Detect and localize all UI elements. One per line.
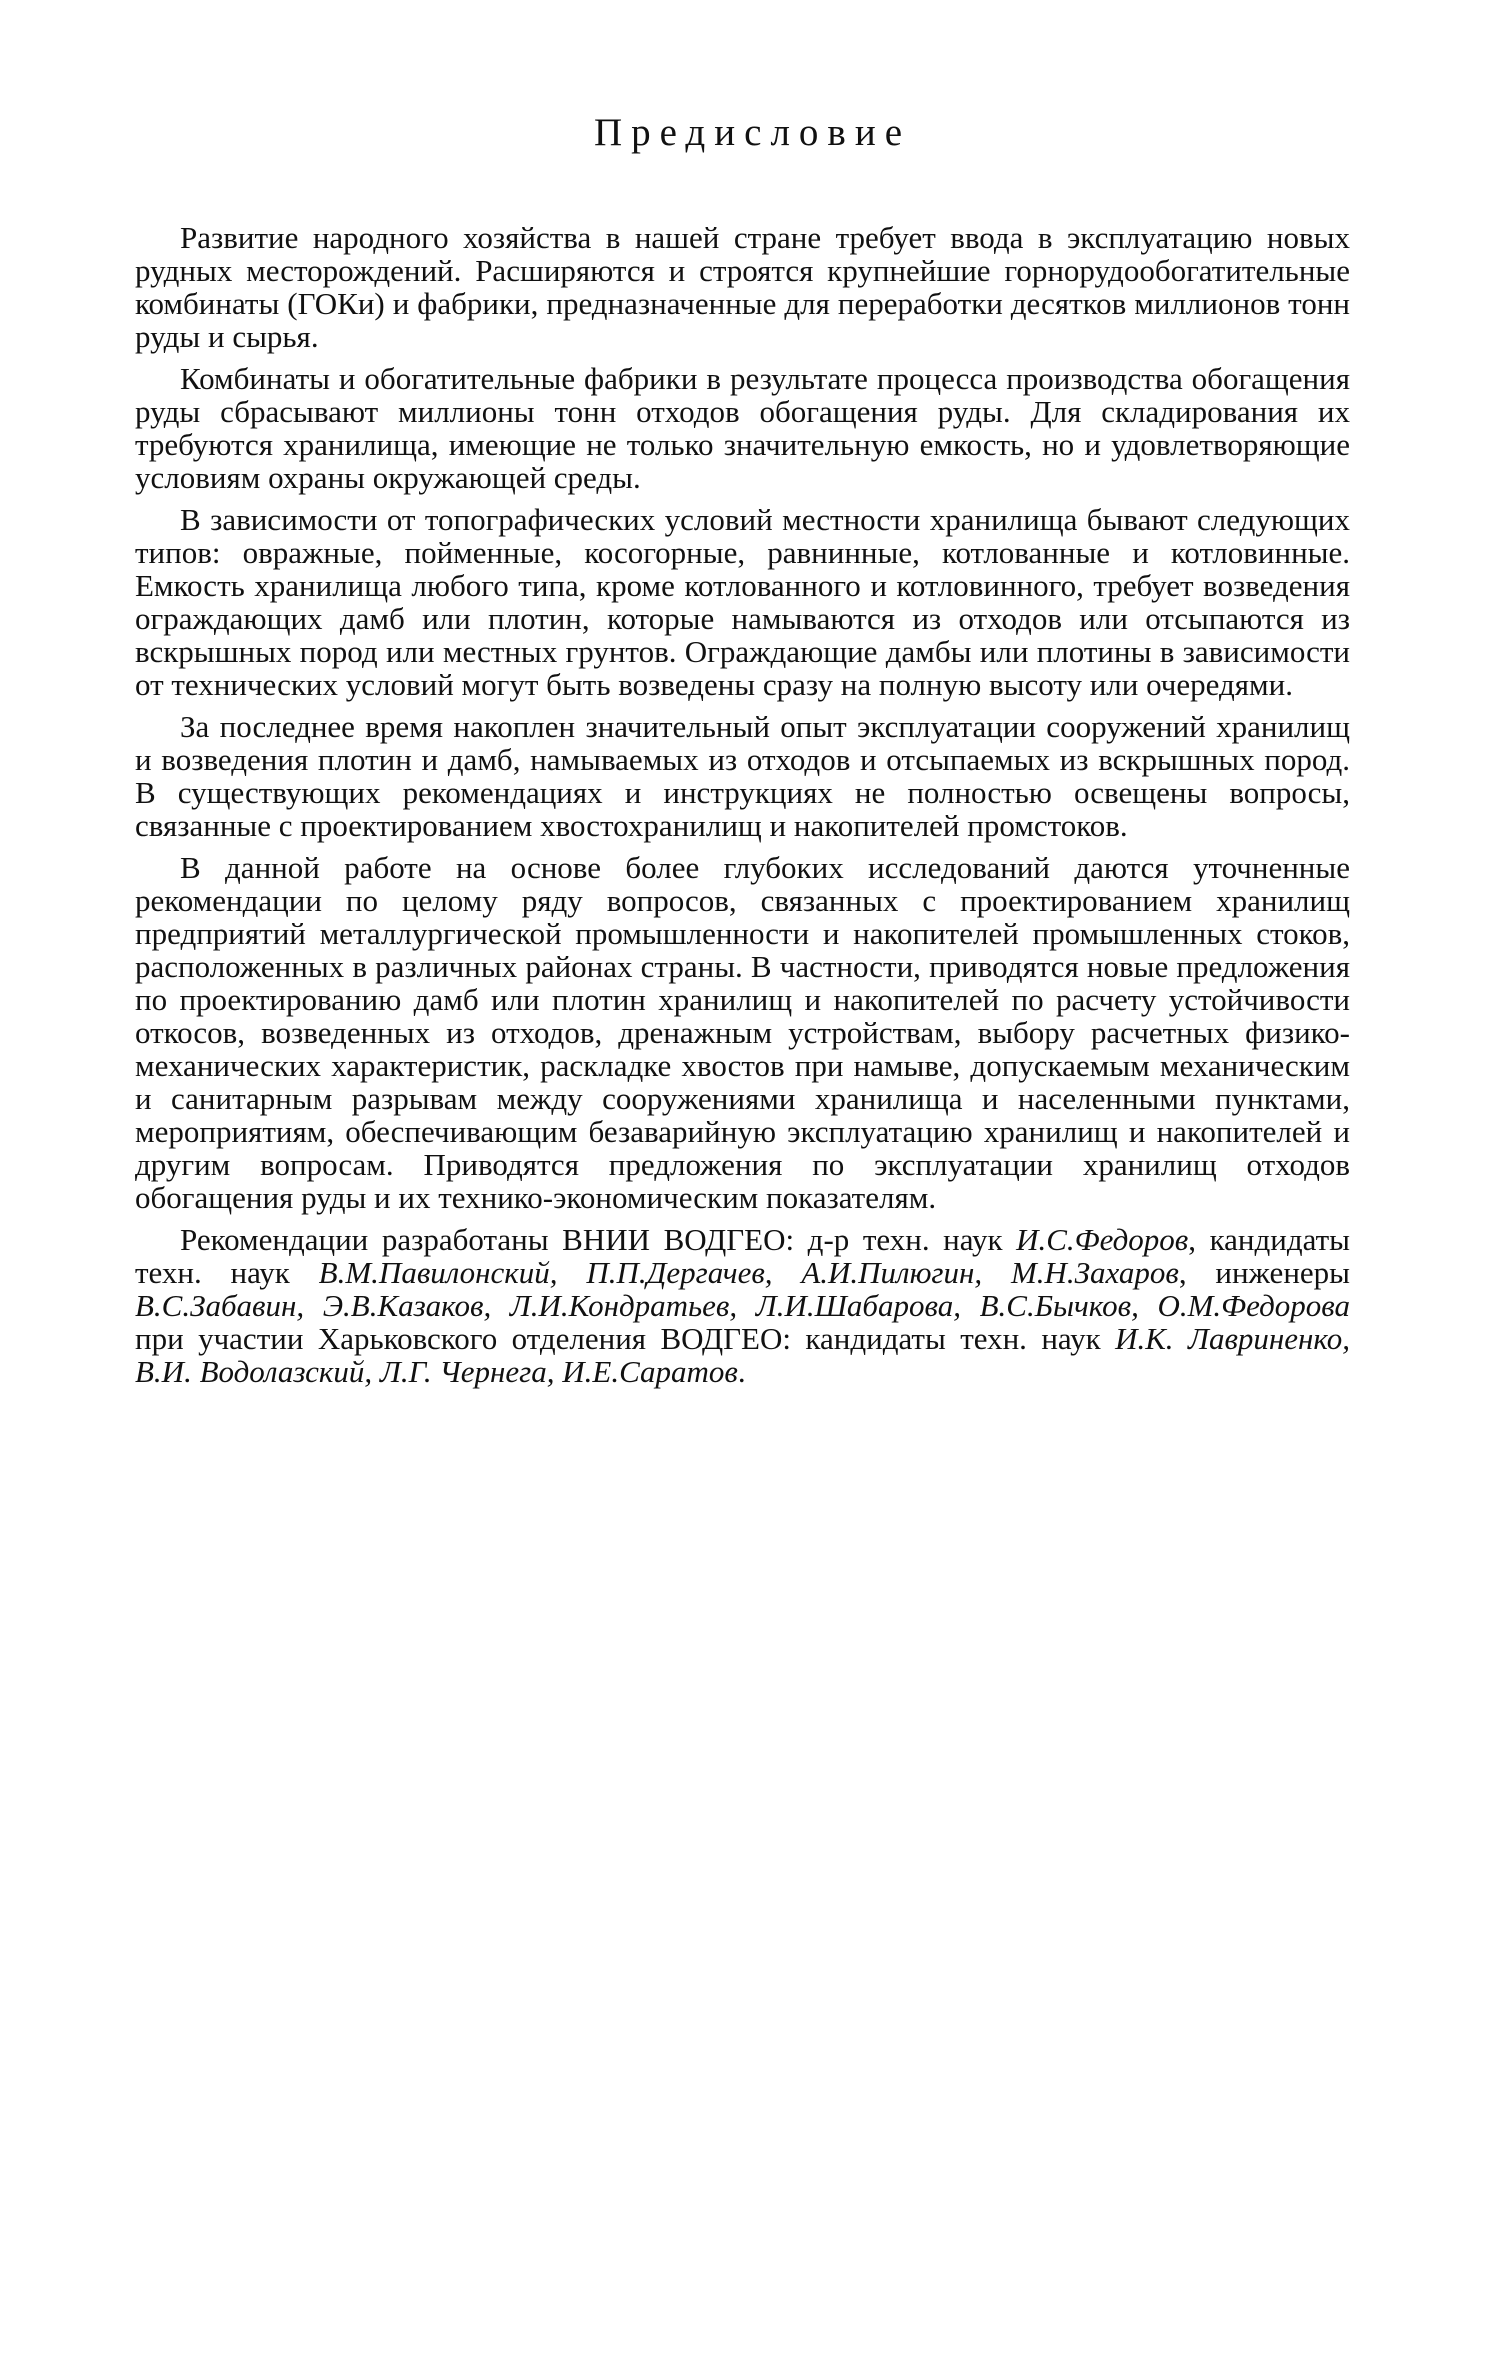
author-names-engineers: В.С.Забавин, Э.В.Казаков, Л.И.Кондратьев, Л.И.Шабарова, В.С.Бычков, О.М.Федорова	[135, 1288, 1350, 1323]
credits-paragraph	[135, 1223, 1350, 1388]
paragraph-1: Развитие народного хозяйства в нашей стране требует ввода в эксплуатацию новых рудных месторождений. Расширяются и строятся крупнейшие горнорудообогатительные комбинаты (ГОКи) и фабрики, предназначенные для переработки десятков миллионов тонн руды и сырья.	[135, 220, 1350, 354]
author-name-doctor: И.С.Федоров	[1016, 1222, 1189, 1257]
author-names-candidates: В.М.Павилонский, П.П.Дергачев, А.И.Пилюгин, М.Н.Захаров	[318, 1255, 1179, 1290]
credits-text-2: , кандидаты техн. наук	[135, 1222, 1350, 1290]
paragraph-3: В зависимости от топографических условий местности хранилища бывают следующих типов: овражные, пойменные, косогорные, равнинные, котлованные и котловинные. Емкость хранилища любого типа, кроме котлованного и котловинного, требует возведения ограждающих дамб или плотин, которые намываются из отходов или отсыпаются из вскрышных пород или местных грунтов. Ограждающие дамбы или плотины в зависимости от технических условий могут быть возведены сразу на полную высоту или очередями.	[135, 502, 1350, 702]
author-names-kharkov: И.К. Лавриненко, В.И. Водолазский, Л.Г. Чернега, И.Е.Саратов	[135, 1321, 1350, 1389]
paragraph-2: Комбинаты и обогатительные фабрики в результате процесса производства обогащения руды сбрасывают миллионы тонн отходов обогащения руды. Для складирования их требуются хранилища, имеющие не только значительную емкость, но и удовлетворяющие условиям охраны окружающей среды.	[135, 361, 1350, 495]
credits-text-5: .	[737, 1354, 746, 1389]
paragraph-4: За последнее время накоплен значительный опыт эксплуатации сооружений хранилищ и возведения плотин и дамб, намываемых из отходов и отсыпаемых из вскрышных пород. В существующих рекомендациях и инструкциях не полностью освещены вопросы, связанные с проектированием хвостохранилищ и накопителей промстоков.	[135, 709, 1350, 843]
document-page	[135, 110, 1350, 1388]
credits-text-3: , инженеры	[1178, 1255, 1350, 1290]
credits-text-1: Рекомендации разработаны ВНИИ ВОДГЕО: д-р техн. наук	[180, 1222, 1017, 1257]
page-title: Предисловие	[593, 111, 912, 154]
paragraph-5: В данной работе на основе более глубоких исследований даются уточненные рекомендации по целому ряду вопросов, связанных с проектированием хранилищ предприятий металлургической промышленности и накопителей промышленных стоков, расположенных в различных районах страны. В частности, приводятся новые предложения по проектированию дамб или плотин хранилищ и накопителей по расчету устойчивости откосов, возведенных из отходов, дренажным устройствам, выбору расчетных физико-механических характеристик, раскладке хвостов при намыве, допускаемым механическим и санитарным разрывам между сооружениями хранилища и населенными пунктами, мероприятиям, обеспечивающим безаварийную эксплуатацию хранилищ и накопителей и другим вопросам. Приводятся предложения по эксплуатации хранилищ отходов обогащения руды и их технико-экономическим показателям.	[135, 850, 1350, 1215]
credits-text-4: при участии Харьковского отделения ВОДГЕО: кандидаты техн. наук	[135, 1321, 1116, 1356]
